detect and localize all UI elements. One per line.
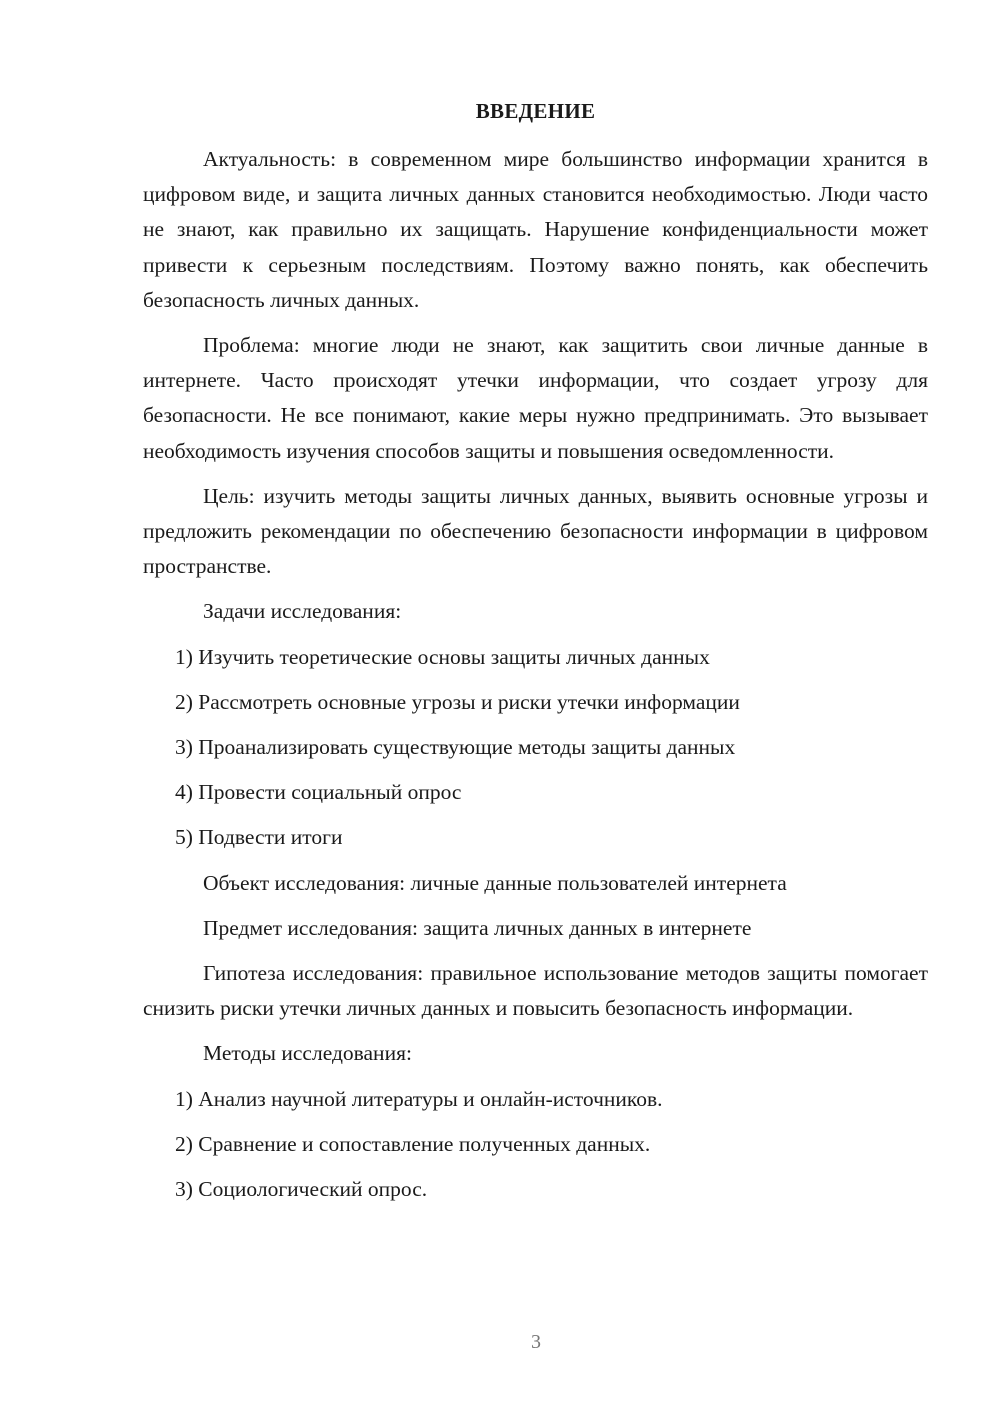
goal-paragraph: Цель: изучить методы защиты личных данных, выявить основные угрозы и предложить рекомендации по обеспечению безопасности информации в цифровом пространстве. [143, 483, 928, 579]
page-content [143, 94, 928, 1217]
task-item: 5) Подвести итоги [175, 825, 343, 850]
hypothesis-paragraph: Гипотеза исследования: правильное использование методов защиты помогает снизить риски утечки личных данных и повысить безопасность информации. [143, 961, 928, 1021]
relevance-paragraph: Актуальность: в современном мире большинство информации хранится в цифровом виде, и защита личных данных становится необходимостью. Люди часто не знают, как правильно их защищать. Нарушение конфиденциальности может привести к серьезным последствиям. Поэтому важно понять, как обеспечить безопасность личных данных. [143, 147, 928, 312]
problem-paragraph: Проблема: многие люди не знают, как защитить свои личные данные в интернете. Часто происходят утечки информации, что создает угрозу для безопасности. Не все понимают, какие меры нужно предпринимать. Это вызывает необходимость изучения способов защиты и повышения осведомленности. [143, 333, 928, 463]
research-object: Объект исследования: личные данные пользователей интернета [203, 870, 787, 895]
task-item: 1) Изучить теоретические основы защиты личных данных [175, 644, 710, 669]
methods-heading: Методы исследования: [203, 1041, 412, 1066]
page-number: 3 [531, 1331, 541, 1353]
method-item: 3) Социологический опрос. [175, 1177, 428, 1202]
tasks-heading: Задачи исследования: [203, 599, 402, 624]
research-subject: Предмет исследования: защита личных данных в интернете [203, 915, 752, 940]
task-item: 4) Провести социальный опрос [175, 780, 462, 805]
page-title: ВВЕДЕНИЕ [475, 99, 596, 123]
task-item: 3) Проанализировать существующие методы защиты данных [175, 735, 736, 760]
task-item: 2) Рассмотреть основные угрозы и риски утечки информации [175, 689, 740, 714]
method-item: 2) Сравнение и сопоставление полученных данных. [175, 1131, 651, 1156]
method-item: 1) Анализ научной литературы и онлайн-источников. [175, 1086, 663, 1111]
